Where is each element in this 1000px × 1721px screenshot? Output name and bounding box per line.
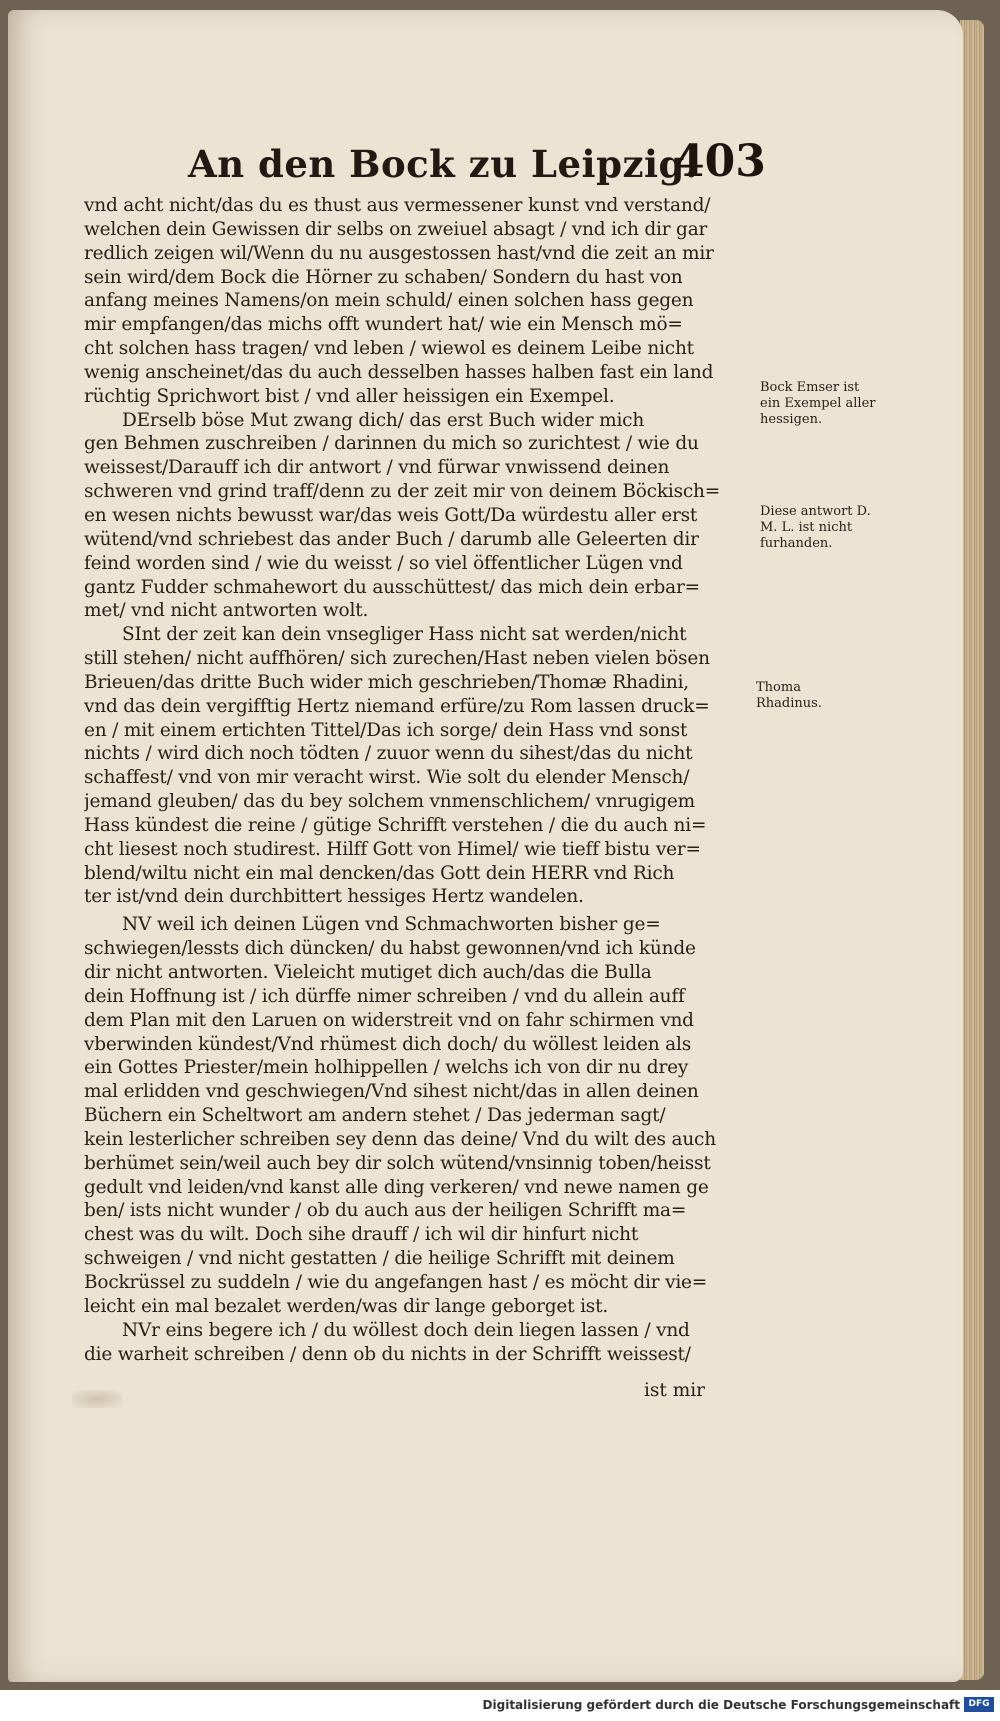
margin-note-line: Bock Emser ist <box>760 380 860 395</box>
text-line: NVr eins begere ich / du wöllest doch dein liegen lassen / vnd <box>122 1319 690 1341</box>
text-line: schweren vnd grind traff/denn zu der zeit mir von deinem Böckisch= <box>84 481 721 503</box>
text-line: cht liesest noch studirest. Hilff Gott von Himel/ wie tieff bistu ver= <box>84 838 701 860</box>
text-line: weissest/Darauff ich dir antwort / vnd fürwar vnwissend deinen <box>84 457 670 479</box>
margin-note-line: Diese antwort D. <box>760 504 871 519</box>
text-line: welchen dein Gewissen dir selbs on zweiuel absagt / vnd ich dir gar <box>84 218 708 240</box>
text-line: wütend/vnd schriebest das ander Buch / darumb alle Geleerten dir <box>84 528 699 550</box>
text-line: anfang meines Namens/on mein schuld/ einen solchen hass gegen <box>84 290 694 312</box>
text-line: blend/wiltu nicht ein mal dencken/das Gott dein HERR vnd Rich <box>84 862 675 884</box>
text-line: en wesen nichts bewusst war/das weis Gott/Da würdestu aller erst <box>84 504 698 526</box>
margin-note-line: hessigen. <box>760 412 823 427</box>
margin-note-line: furhanden. <box>760 536 833 551</box>
text-line: berhümet sein/weil auch bey dir solch wütend/vnsinnig toben/heisst <box>84 1152 711 1174</box>
text-line: chest was du wilt. Doch sihe drauff / ich wil dir hinfurt nicht <box>84 1224 639 1246</box>
text-line: ein Gottes Priester/mein holhippellen / welchs ich von dir nu drey <box>84 1057 689 1079</box>
text-line: ben/ ists nicht wunder / ob du auch aus der heiligen Schrifft ma= <box>84 1200 687 1222</box>
dfg-logo-icon: DFG <box>964 1697 994 1712</box>
margin-note-line: Rhadinus. <box>756 696 822 711</box>
text-line: ter ist/vnd dein durchbittert hessiges Hertz wandelen. <box>84 886 584 908</box>
text-line: redlich zeigen wil/Wenn du nu ausgestossen hast/vnd die zeit an mir <box>84 242 714 264</box>
text-line: dein Hoffnung ist / ich dürffe nimer schreiben / vnd du allein auff <box>84 985 685 1007</box>
text-line: kein lesterlicher schreiben sey denn das deine/ Vnd du wilt des auch <box>84 1128 716 1150</box>
margin-note <box>756 680 822 712</box>
text-line: mir empfangen/das michs offt wundert hat/ wie ein Mensch mö= <box>84 314 683 336</box>
text-line: met/ vnd nicht antworten wolt. <box>84 600 369 622</box>
text-line: gedult vnd leiden/vnd kanst alle ding verkeren/ vnd newe namen ge <box>84 1176 709 1198</box>
text-line: die warheit schreiben / denn ob du nichts in der Schrifft weissest/ <box>84 1343 691 1365</box>
text-line: nichts / wird dich noch tödten / zuuor wenn du sihest/das du nicht <box>84 743 693 765</box>
text-line: Hass kündest die reine / gütige Schrifft verstehen / die du auch ni= <box>84 814 707 836</box>
text-line: mal erlidden vnd geschwiegen/Vnd sihest nicht/das in allen deinen <box>84 1081 699 1103</box>
text-line: wenig anscheinet/das du auch desselben hasses halben fast ein land <box>84 361 714 383</box>
text-line: feind worden sind / wie du weisst / so viel öffentlicher Lügen vnd <box>84 552 683 574</box>
catchword: ist mir <box>644 1380 706 1401</box>
text-line: vnd acht nicht/das du es thust aus vermessener kunst vnd verstand/ <box>84 195 711 216</box>
margin-note-line: ein Exempel aller <box>760 396 876 411</box>
text-line: schaffest/ vnd von mir veracht wirst. Wie solt du elender Mensch/ <box>84 767 690 789</box>
text-line: rüchtig Sprichwort bist / vnd aller heissigen ein Exempel. <box>84 385 615 407</box>
body-text <box>84 194 754 1366</box>
text-line: schwiegen/lessts dich düncken/ du habst gewonnen/vnd ich künde <box>84 938 696 960</box>
text-line: vnd das dein vergifftig Hertz niemand erfüre/zu Rom lassen druck= <box>84 695 710 717</box>
margin-note-line: M. L. ist nicht <box>760 520 853 535</box>
footer-bar <box>0 1690 1000 1721</box>
text-line: still stehen/ nicht auffhören/ sich zurechen/Hast neben vielen bösen <box>84 648 710 670</box>
text-line: vberwinden kündest/Vnd rhümest dich doch/ du wöllest leiden als <box>84 1033 691 1055</box>
folio-number: 403 <box>674 136 766 187</box>
text-line: sein wird/dem Bock die Hörner zu schaben/ Sondern du hast von <box>84 266 683 288</box>
running-title: An den Bock zu Leipzig. <box>188 142 699 186</box>
text-line: SInt der zeit kan dein vnsegliger Hass nicht sat werden/nicht <box>122 624 687 646</box>
text-line: gantz Fudder schmahewort du ausschüttest/ das mich dein erbar= <box>84 576 700 598</box>
margin-note <box>760 380 875 428</box>
text-line: Brieuen/das dritte Buch wider mich geschrieben/Thomæ Rhadini, <box>84 671 689 693</box>
text-line: leicht ein mal bezalet werden/was dir lange geborget ist. <box>84 1295 609 1317</box>
text-line: NV weil ich deinen Lügen vnd Schmachworten bisher ge= <box>122 914 661 936</box>
text-line: DErselb böse Mut zwang dich/ das erst Buch wider mich <box>122 409 645 431</box>
ink-smudge <box>72 1390 122 1408</box>
text-line: dem Plan mit den Laruen on widerstreit vnd on fahr schirmen vnd <box>84 1009 694 1031</box>
text-line: schweigen / vnd nicht gestatten / die heilige Schrifft mit deinem <box>84 1248 675 1270</box>
text-line: gen Behmen zuschreiben / darinnen du mich so zurichtest / wie du <box>84 433 699 455</box>
text-line: Büchern ein Scheltwort am andern stehet / Das jederman sagt/ <box>84 1105 666 1127</box>
text-line: en / mit einem ertichten Tittel/Das ich sorge/ dein Hass vnd sonst <box>84 719 688 741</box>
text-line: jemand gleuben/ das du bey solchem vnmenschlichem/ vnrugigem <box>84 791 696 813</box>
book-fore-edge <box>960 20 984 1680</box>
text-line: Bockrüssel zu suddeln / wie du angefangen hast / es möcht dir vie= <box>84 1271 708 1293</box>
margin-note <box>760 504 871 552</box>
text-line: dir nicht antworten. Vieleicht mutiget dich auch/das die Bulla <box>84 962 652 983</box>
running-head <box>188 136 766 196</box>
funding-credit: Digitalisierung gefördert durch die Deutsche Forschungsgemeinschaft <box>482 1698 960 1712</box>
margin-note-line: Thoma <box>756 680 801 695</box>
text-line: cht solchen hass tragen/ vnd leben / wiewol es deinem Leibe nicht <box>84 338 694 360</box>
